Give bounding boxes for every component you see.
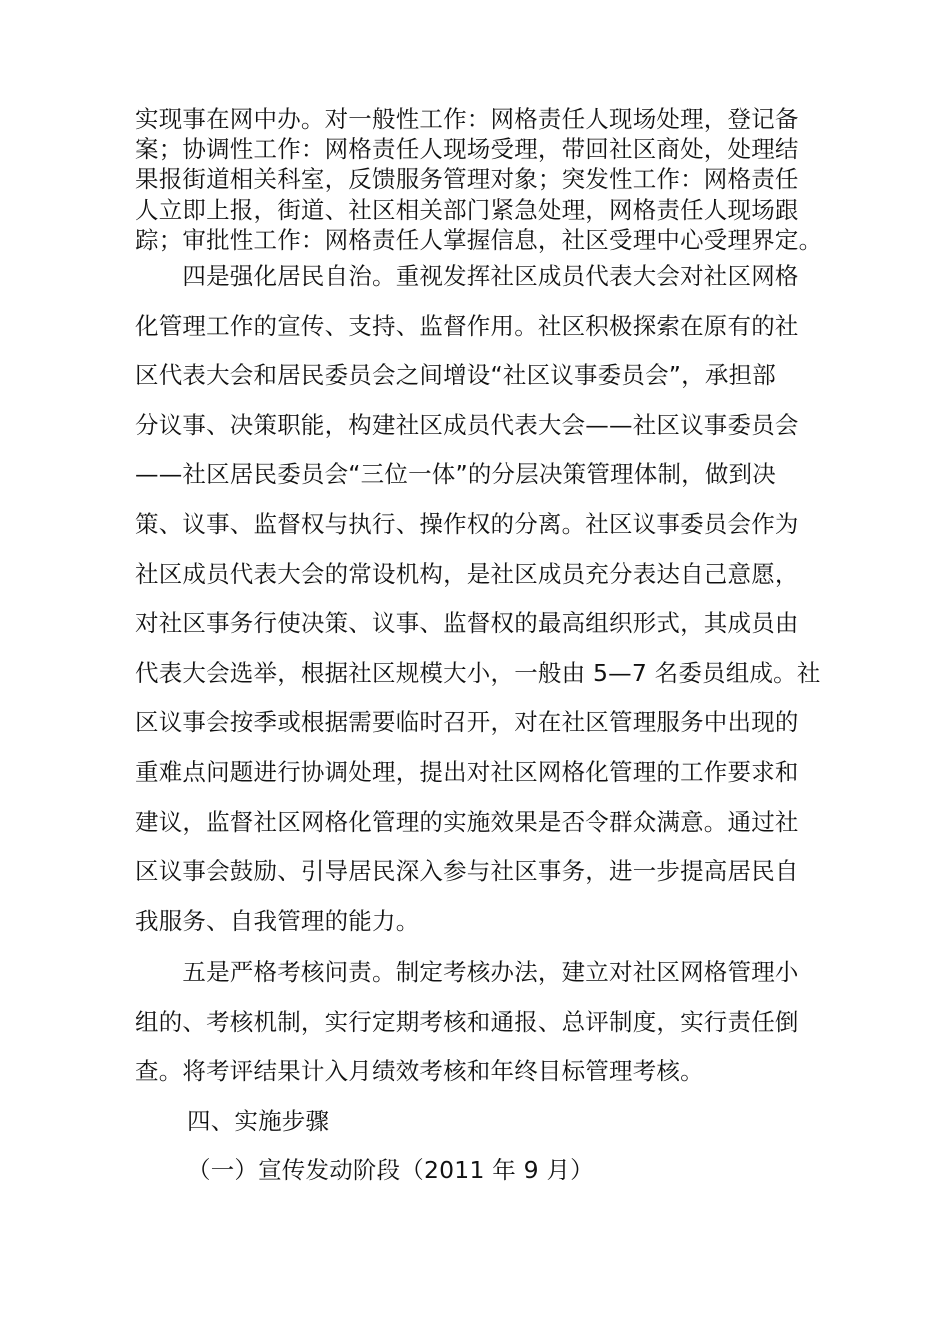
lead-paragraph: 实现事在网中办。对一般性工作：网格责任人现场处理，登记备 案；协调性工作：网格责任人现场受理，带回社区商处，处理结 果报街道相关科室，反馈服务管理对象；突发性工作：网格责任 人立即上报，街道、社区相关部门紧急处理，网格责任人现场跟 踪；审批性工作：网格责任人掌握信息，社区受理中心受理界定。 — [135, 105, 823, 254]
paragraph-resident-autonomy: 四是强化居民自治。重视发挥社区成员代表大会对社区网格 化管理工作的宣传、支持、监督作用。社区积极探索在原有的社 区代表大会和居民委员会之间增设“社区议事委员会”，承担部 分议事、决策职能，构建社区成员代表大会——社区议事委员会 ——社区居民委员会“三位一体”的分层决策管理体制，做到决 策、议事、监督权与执行、操作权的分离。社区议事委员会作为 社区成员代表大会的常设机构，是社区成员充分表达自己意愿， 对社区事务行使决策、议事、监督权的最高组织形式，其成员由 代表大会选举，根据社区规模大小，一般由 5—7 名委员组成。社 区议事会按季或根据需要临时召开，对在社区管理服务中出现的 重难点问题进行协调处理，提出对社区网格化管理的工作要求和 建议，监督社区网格化管理的实施效果是否令群众满意。通过社 区议事会鼓励、引导居民深入参与社区事务，进一步提高居民自 我服务、自我管理的能力。 — [135, 262, 821, 935]
section-heading-implementation-steps: 四、实施步骤 — [187, 1107, 330, 1135]
subsection-heading-publicity-phase: （一）宣传发动阶段（2011 年 9 月） — [187, 1156, 594, 1184]
paragraph-assessment-accountability: 五是严格考核问责。制定考核办法，建立对社区网格管理小 组的、考核机制，实行定期考核和通报、总评制度，实行责任倒 查。将考评结果计入月绩效考核和年终目标管理考核。 — [135, 958, 799, 1086]
